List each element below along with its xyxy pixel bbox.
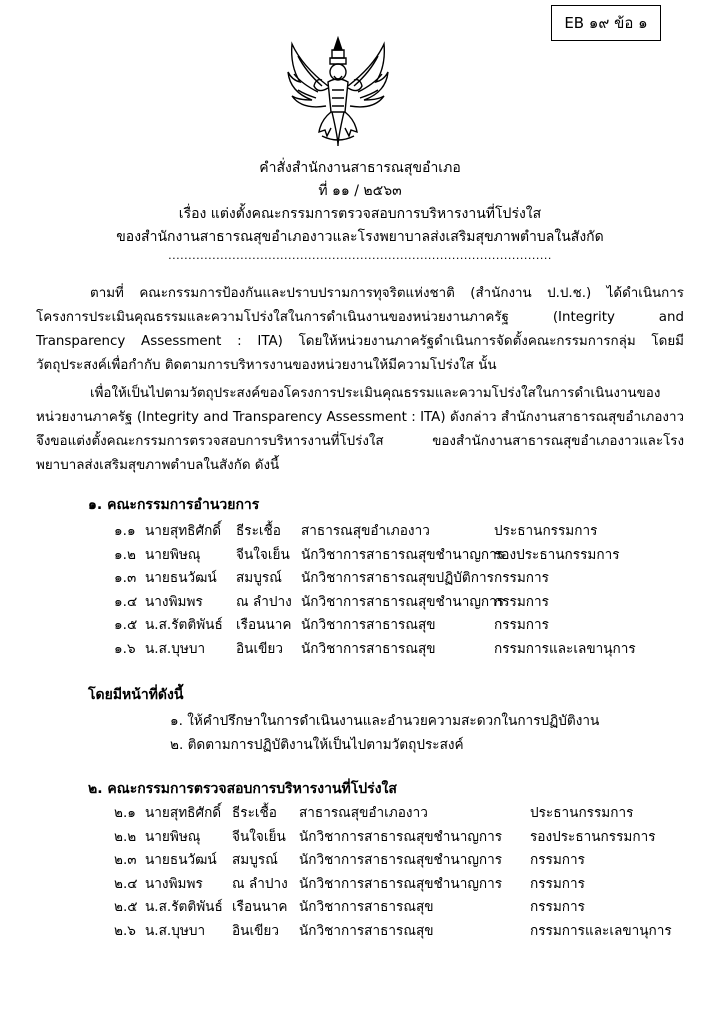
member-role: รองประธานกรรมการ bbox=[494, 546, 620, 563]
member-position: นักวิชาการสาธารณสุขชำนาญการ bbox=[299, 828, 503, 845]
garuda-emblem-icon bbox=[282, 36, 394, 148]
member-name: น.ส.บุษบา bbox=[145, 922, 206, 939]
member-position: นักวิชาการสาธารณสุข bbox=[299, 899, 434, 915]
member-no: ๒.๓ bbox=[114, 852, 137, 868]
member-role: กรรมการ bbox=[530, 852, 585, 868]
committee-row bbox=[0, 543, 720, 565]
member-position: นักวิชาการสาธารณสุขชำนาญการ bbox=[301, 593, 505, 610]
member-no: ๒.๑ bbox=[114, 805, 136, 821]
member-surname: อินเขียว bbox=[232, 922, 279, 939]
order-number: ที่ ๑๑ / ๒๕๖๓ bbox=[318, 183, 402, 199]
committee-row bbox=[0, 613, 720, 635]
member-surname: ธีระเชื้อ bbox=[236, 523, 281, 539]
member-surname: ณ ลำปาง bbox=[232, 875, 288, 892]
member-position: นักวิชาการสาธารณสุข bbox=[301, 640, 436, 657]
member-name: นายสุทธิศักดิ์ bbox=[145, 805, 222, 821]
committee-row bbox=[0, 895, 720, 917]
member-no: ๑.๕ bbox=[114, 617, 138, 633]
member-role: รองประธานกรรมการ bbox=[530, 828, 656, 845]
order-title: คำสั่งสำนักงานสาธารณสุขอำเภอ bbox=[259, 160, 461, 176]
duties-heading: โดยมีหน้าที่ดังนี้ bbox=[88, 687, 184, 703]
member-no: ๑.๔ bbox=[114, 593, 138, 610]
member-name: นางพิมพร bbox=[145, 593, 203, 610]
member-name: น.ส.รัตติพันธ์ bbox=[145, 899, 223, 915]
committee-row bbox=[0, 872, 720, 894]
member-name: นายธนวัฒน์ bbox=[145, 852, 217, 868]
committee-row bbox=[0, 566, 720, 588]
member-role: กรรมการ bbox=[494, 593, 549, 610]
member-name: นางพิมพร bbox=[145, 875, 203, 892]
committee-row bbox=[0, 801, 720, 823]
member-position: นักวิชาการสาธารณสุขชำนาญการ bbox=[301, 546, 505, 563]
member-position: นักวิชาการสาธารณสุขปฏิบัติการ bbox=[301, 570, 494, 586]
member-position: นักวิชาการสาธารณสุข bbox=[301, 617, 436, 633]
member-no: ๒.๒ bbox=[114, 828, 137, 845]
member-role: กรรมการ bbox=[494, 570, 549, 586]
member-role: กรรมการและเลขานุการ bbox=[494, 640, 636, 657]
member-no: ๑.๖ bbox=[114, 640, 136, 657]
member-role: ประธานกรรมการ bbox=[530, 805, 634, 821]
reference-text: EB ๑๙ ข้อ ๑ bbox=[564, 14, 648, 32]
paragraph-1: ตามที่ คณะกรรมการป้องกันและปราบปรามการทุจริตแห่งชาติ (สำนักงาน ป.ป.ช.) ได้ดำเนินการโครงการประเมินคุณธรรมและความโปร่งใสในการดำเนินงานของหน่วยงานภาครัฐ (Integrity and Transparency Assessment : ITA) โดยให้หน่วยงานภาครัฐดำเนินการจัดตั้งคณะกรรมการกลุ่ม โดยมีวัตถุประสงค์เพื่อกำกับ ติดตามการบริหารงานของหน่วยงานให้มีความโปร่งใส นั้น bbox=[36, 286, 684, 373]
committee-row bbox=[0, 848, 720, 870]
order-subject-cont: ของสำนักงานสาธารณสุขอำเภองาวและโรงพยาบาลส่งเสริมสุขภาพตำบลในสังกัด bbox=[116, 229, 604, 245]
committee-row bbox=[0, 825, 720, 847]
duty-item: ๒. ติดตามการปฏิบัติงานให้เป็นไปตามวัตถุประสงค์ bbox=[170, 737, 464, 753]
paragraph-2: เพื่อให้เป็นไปตามวัตถุประสงค์ของโครงการประเมินคุณธรรมและความโปร่งใสในการดำเนินงานของหน่วยงานภาครัฐ (Integrity and Transparency Assessment : ITA) ดังกล่าว สำนักงานสาธารณสุขอำเภองาวจึงขอแต่งตั้งคณะกรรมการตรวจสอบการบริหารงานที่โปร่งใส ของสำนักงานสาธารณสุขอำเภองาวและโรงพยาบาลส่งเสริมสุขภาพตำบลในสังกัด ดังนี้ bbox=[36, 386, 684, 473]
committee-row bbox=[0, 919, 720, 941]
member-no: ๑.๒ bbox=[114, 546, 136, 563]
member-role: กรรมการ bbox=[530, 899, 585, 915]
member-no: ๒.๖ bbox=[114, 922, 136, 939]
dotted-divider: ................................................................................................ bbox=[168, 249, 552, 262]
member-surname: เรือนนาค bbox=[232, 899, 288, 915]
member-position: นักวิชาการสาธารณสุข bbox=[299, 922, 434, 939]
member-role: กรรมการและเลขานุการ bbox=[530, 922, 672, 939]
member-no: ๒.๕ bbox=[114, 899, 138, 915]
member-role: กรรมการ bbox=[494, 617, 549, 633]
member-position: นักวิชาการสาธารณสุขชำนาญการ bbox=[299, 852, 503, 868]
committee-row bbox=[0, 519, 720, 541]
section1-heading: ๑. คณะกรรมการอำนวยการ bbox=[88, 497, 260, 513]
duty-item: ๑. ให้คำปรึกษาในการดำเนินงานและอำนวยความสะดวกในการปฏิบัติงาน bbox=[170, 713, 600, 729]
member-name: นายพิษณุ bbox=[145, 546, 201, 563]
member-no: ๑.๓ bbox=[114, 570, 137, 586]
member-surname: สมบูรณ์ bbox=[236, 570, 282, 586]
member-name: น.ส.บุษบา bbox=[145, 640, 206, 657]
section2-heading: ๒. คณะกรรมการตรวจสอบการบริหารงานที่โปร่งใส bbox=[88, 781, 397, 797]
member-surname: ธีระเชื้อ bbox=[232, 805, 277, 821]
member-surname: จีนใจเย็น bbox=[236, 546, 290, 563]
member-surname: เรือนนาค bbox=[236, 617, 292, 633]
reference-box bbox=[551, 5, 661, 41]
member-surname: อินเขียว bbox=[236, 640, 283, 657]
member-surname: ณ ลำปาง bbox=[236, 593, 292, 610]
member-role: ประธานกรรมการ bbox=[494, 523, 598, 539]
member-position: นักวิชาการสาธารณสุขชำนาญการ bbox=[299, 875, 503, 892]
member-name: น.ส.รัตติพันธ์ bbox=[145, 617, 223, 633]
member-role: กรรมการ bbox=[530, 875, 585, 892]
member-surname: สมบูรณ์ bbox=[232, 852, 278, 868]
order-subject: เรื่อง แต่งตั้งคณะกรรมการตรวจสอบการบริหารงานที่โปร่งใส bbox=[178, 206, 542, 222]
member-name: นายพิษณุ bbox=[145, 828, 201, 845]
committee-row bbox=[0, 637, 720, 659]
member-name: นายธนวัฒน์ bbox=[145, 570, 217, 586]
member-no: ๑.๑ bbox=[114, 523, 136, 539]
member-name: นายสุทธิศักดิ์ bbox=[145, 523, 222, 539]
member-position: สาธารณสุขอำเภองาว bbox=[299, 805, 428, 821]
member-position: สาธารณสุขอำเภองาว bbox=[301, 523, 430, 539]
committee-row bbox=[0, 590, 720, 612]
member-no: ๒.๔ bbox=[114, 875, 138, 892]
member-surname: จีนใจเย็น bbox=[232, 828, 286, 845]
